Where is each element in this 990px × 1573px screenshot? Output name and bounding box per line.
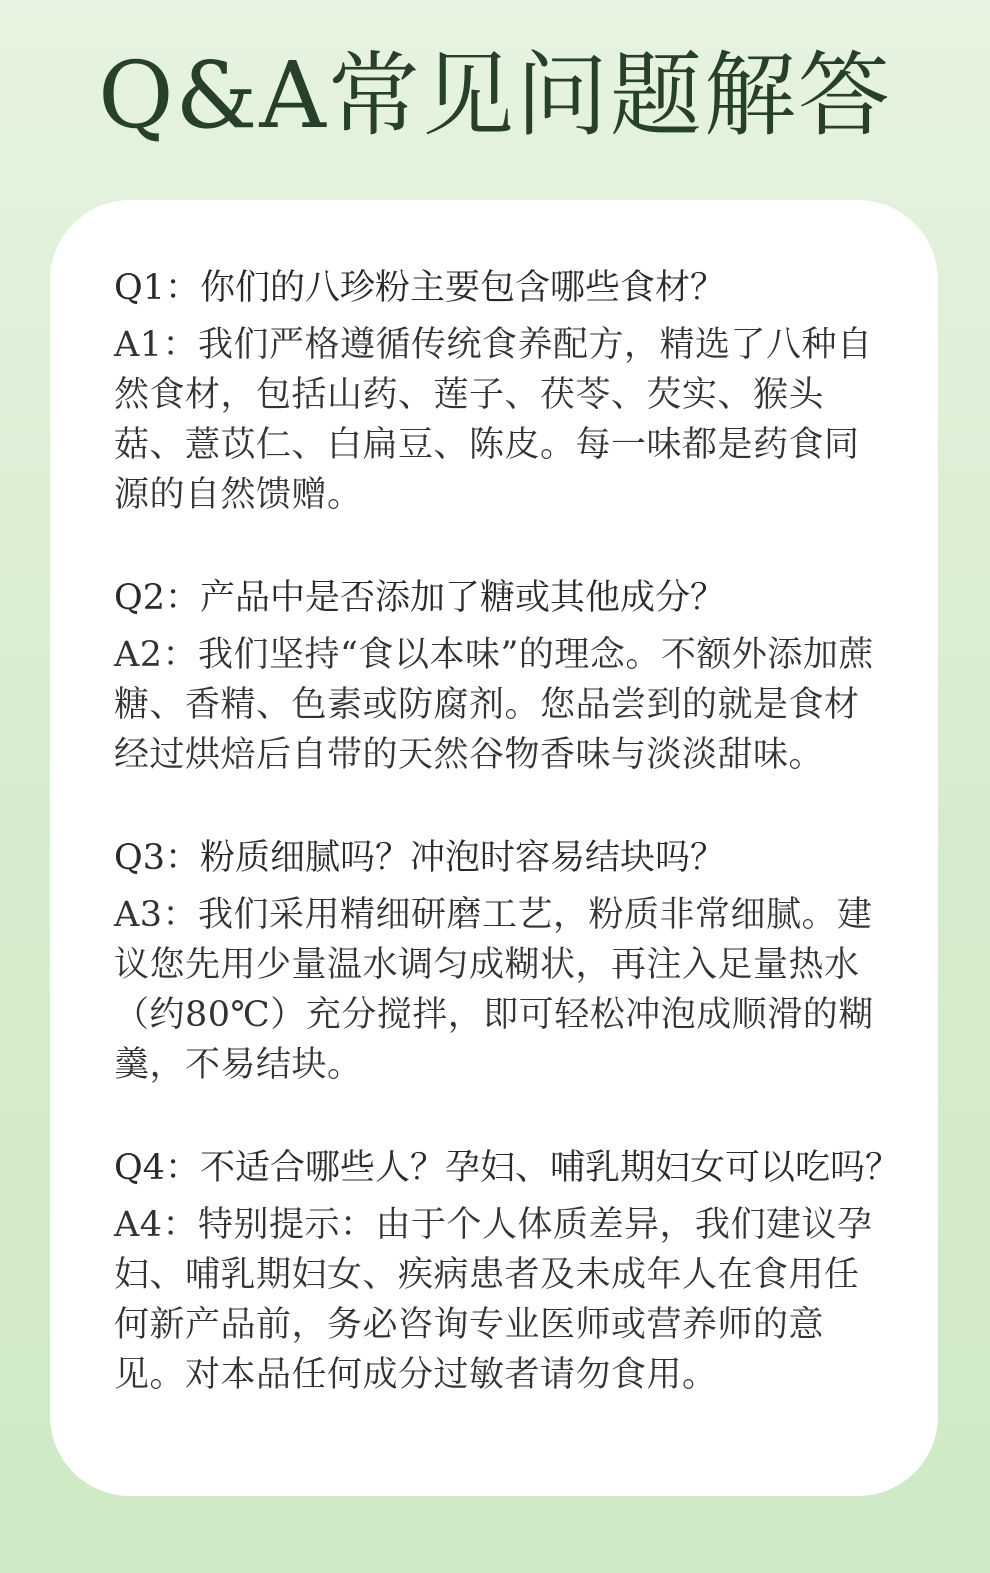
faq-item-3 xyxy=(114,834,878,1090)
faq-item-1 xyxy=(114,264,878,520)
page-title: Q&A常见问题解答 xyxy=(98,42,892,149)
faq-answer: A2：我们坚持“食以本味”的理念。不额外添加蔗糖、香精、色素或防腐剂。您品尝到的就是食材经过烘焙后自带的天然谷物香味与淡淡甜味。 xyxy=(114,635,874,775)
faq-answer: A4：特别提示：由于个人体质差异，我们建议孕妇、哺乳期妇女、疾病患者及未成年人在食用任何新产品前，务必咨询专业医师或营养师的意见。对本品任何成分过敏者请勿食用。 xyxy=(114,1205,873,1395)
faq-question: Q4：不适合哪些人？孕妇、哺乳期妇女可以吃吗？ xyxy=(114,1148,900,1188)
faq-question: Q2：产品中是否添加了糖或其他成分？ xyxy=(114,578,725,618)
faq-item-2 xyxy=(114,574,878,780)
faq-item-4 xyxy=(114,1144,900,1400)
faq-answer: A1：我们严格遵循传统食养配方，精选了八种自然食材，包括山药、莲子、茯苓、芡实、猴头菇、薏苡仁、白扁豆、陈皮。每一味都是药食同源的自然馈赠。 xyxy=(114,325,873,515)
faq-answer: A3：我们采用精细研磨工艺，粉质非常细腻。建议您先用少量温水调匀成糊状，再注入足量热水（约80℃）充分搅拌，即可轻松冲泡成顺滑的糊羹，不易结块。 xyxy=(114,895,874,1085)
faq-question: Q3：粉质细腻吗？冲泡时容易结块吗？ xyxy=(114,838,725,878)
faq-question: Q1：你们的八珍粉主要包含哪些食材？ xyxy=(114,268,725,308)
faq-card xyxy=(50,200,938,1496)
